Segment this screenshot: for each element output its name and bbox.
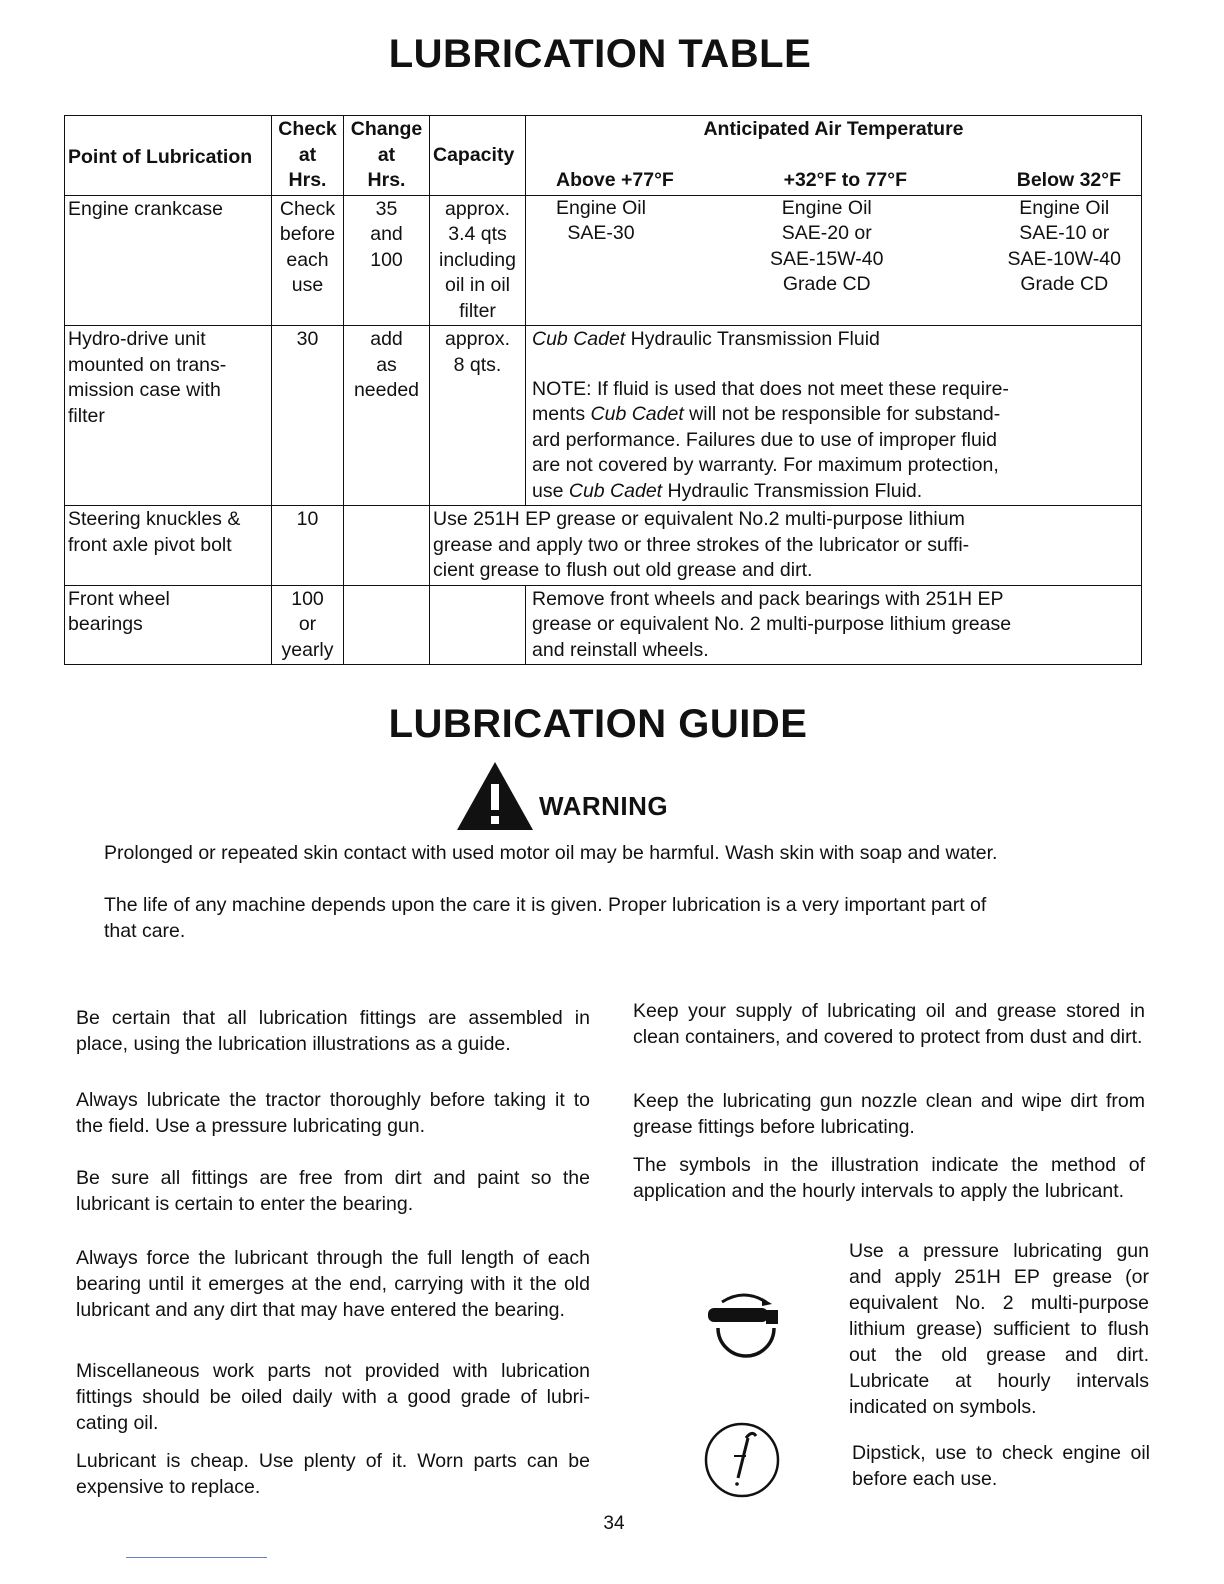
row-fluid-note: Cub Cadet Hydraulic Transmission Fluid NOTE: If fluid is used that does not meet these require- ments Cub Cadet will not be responsible for substand- ard performance. Failures due to use of improper fluid are not covered by warranty. For maximum protection, use Cub Cadet Hydraulic Transmission Fluid. <box>526 326 1142 506</box>
warning-text: Prolonged or repeated skin contact with used motor oil may be harmful. Wash skin with soap and water. <box>104 842 998 864</box>
table-header-row <box>65 116 1142 196</box>
header-temperature <box>526 116 1142 196</box>
page-number: 34 <box>603 1513 625 1534</box>
row-point: Engine crankcase <box>65 195 272 326</box>
header-point: Point of Lubrication <box>65 116 272 196</box>
left-paragraph: Lubricant is cheap. Use plenty of it. Worn parts can be expensive to replace. <box>76 1450 590 1498</box>
row-instructions: Remove front wheels and pack bearings with 251H EP grease or equivalent No. 2 multi-purpose lithium grease and reinstall wheels. <box>526 585 1142 665</box>
row-point: Steering knuckles & front axle pivot bolt <box>65 506 272 586</box>
header-capacity: Capacity <box>430 116 526 196</box>
footer-divider <box>126 1557 267 1558</box>
row-capacity <box>430 585 526 665</box>
temp-col-mid: +32°F to 77°F <box>783 168 907 191</box>
warning-banner <box>455 762 668 832</box>
intro-text: The life of any machine depends upon the care it is given. Proper lubrication is a very important part of that care. <box>104 894 987 942</box>
dipstick-icon <box>702 1420 782 1500</box>
row-point: Hydro-drive unit mounted on trans- mission case with filter <box>65 326 272 506</box>
lubrication-table <box>64 115 1142 665</box>
row-capacity: approx. 8 qts. <box>430 326 526 506</box>
left-paragraph: Miscellaneous work parts not provided with lubrication fittings should be oiled daily with a good grade of lubricating oil. <box>76 1360 590 1434</box>
temp-col-above: Above +77°F <box>556 168 674 191</box>
fluid-note: NOTE: If fluid is used that does not meet these require- ments Cub Cadet will not be responsible for substand- ard performance. Failures due to use of improper fluid are not covered by warranty. For maximum protection, use Cub Cadet Hydraulic Transmission Fluid. <box>532 377 1009 502</box>
row-change: add as needed <box>344 326 430 506</box>
row-capacity: approx. 3.4 qts including oil in oil filter <box>430 195 526 326</box>
temp-title: Anticipated Air Temperature <box>703 118 964 140</box>
header-check: Check at Hrs. <box>272 116 344 196</box>
row-check: 10 <box>272 506 344 586</box>
row-change: 35 and 100 <box>344 195 430 326</box>
left-paragraph: Always force the lubricant through the full length of each bearing until it emerges at the end, carrying with it the old lubricant and any dirt that may have entered the bearing. <box>76 1247 590 1321</box>
right-paragraph: The symbols in the illustration indicate the method of application and the hourly intervals to apply the lubricant. <box>633 1154 1145 1202</box>
row-check: 30 <box>272 326 344 506</box>
warning-label: WARNING <box>539 791 669 821</box>
temp-col-below: Below 32°F <box>1016 168 1121 191</box>
table-title: LUBRICATION TABLE <box>388 32 812 76</box>
left-paragraph: Be certain that all lubrication fittings are assembled in place, using the lubrication illustrations as a guide. <box>76 1007 590 1055</box>
grease-gun-icon <box>700 1288 790 1368</box>
row-change <box>344 506 430 586</box>
guide-title: LUBRICATION GUIDE <box>388 702 808 746</box>
table-row <box>65 195 1142 326</box>
temp-above-values: Engine Oil SAE-30 <box>556 196 646 244</box>
header-change: Change at Hrs. <box>344 116 430 196</box>
right-paragraph: Keep your supply of lubricating oil and grease stored in clean containers, and covered to protect from dust and dirt. <box>633 1000 1145 1048</box>
temp-below-values: Engine Oil SAE-10 or SAE-10W-40 Grade CD <box>1007 196 1121 295</box>
temp-mid-values: Engine Oil SAE-20 or SAE-15W-40 Grade CD <box>770 196 884 295</box>
left-paragraph: Be sure all fittings are free from dirt and paint so the lubricant is certain to enter the bearing. <box>76 1167 590 1215</box>
row-check: 100 or yearly <box>272 585 344 665</box>
table-row <box>65 326 1142 506</box>
row-instructions: Use 251H EP grease or equivalent No.2 multi-purpose lithium grease and apply two or three strokes of the lubricator or suffi- cient grease to flush out old grease and dirt. <box>430 506 1142 586</box>
warning-icon <box>455 760 535 832</box>
row-temps <box>526 195 1142 326</box>
table-row <box>65 585 1142 665</box>
row-change <box>344 585 430 665</box>
symbol-description: Dipstick, use to check engine oil before each use. <box>852 1442 1150 1490</box>
table-row <box>65 506 1142 586</box>
right-paragraph: Keep the lubricating gun nozzle clean and wipe dirt from grease fittings before lubricating. <box>633 1090 1145 1138</box>
left-paragraph: Always lubricate the tractor thoroughly before taking it to the field. Use a pressure lubricating gun. <box>76 1089 590 1137</box>
symbol-description: Use a pressure lubricating gun and apply 251H EP grease (or equivalent No. 2 multi-purpose lithium grease) sufficient to flush out the old grease and dirt. Lubricate at hourly intervals indicated on symbols. <box>849 1240 1149 1418</box>
row-point: Front wheel bearings <box>65 585 272 665</box>
row-check: Check before each use <box>272 195 344 326</box>
